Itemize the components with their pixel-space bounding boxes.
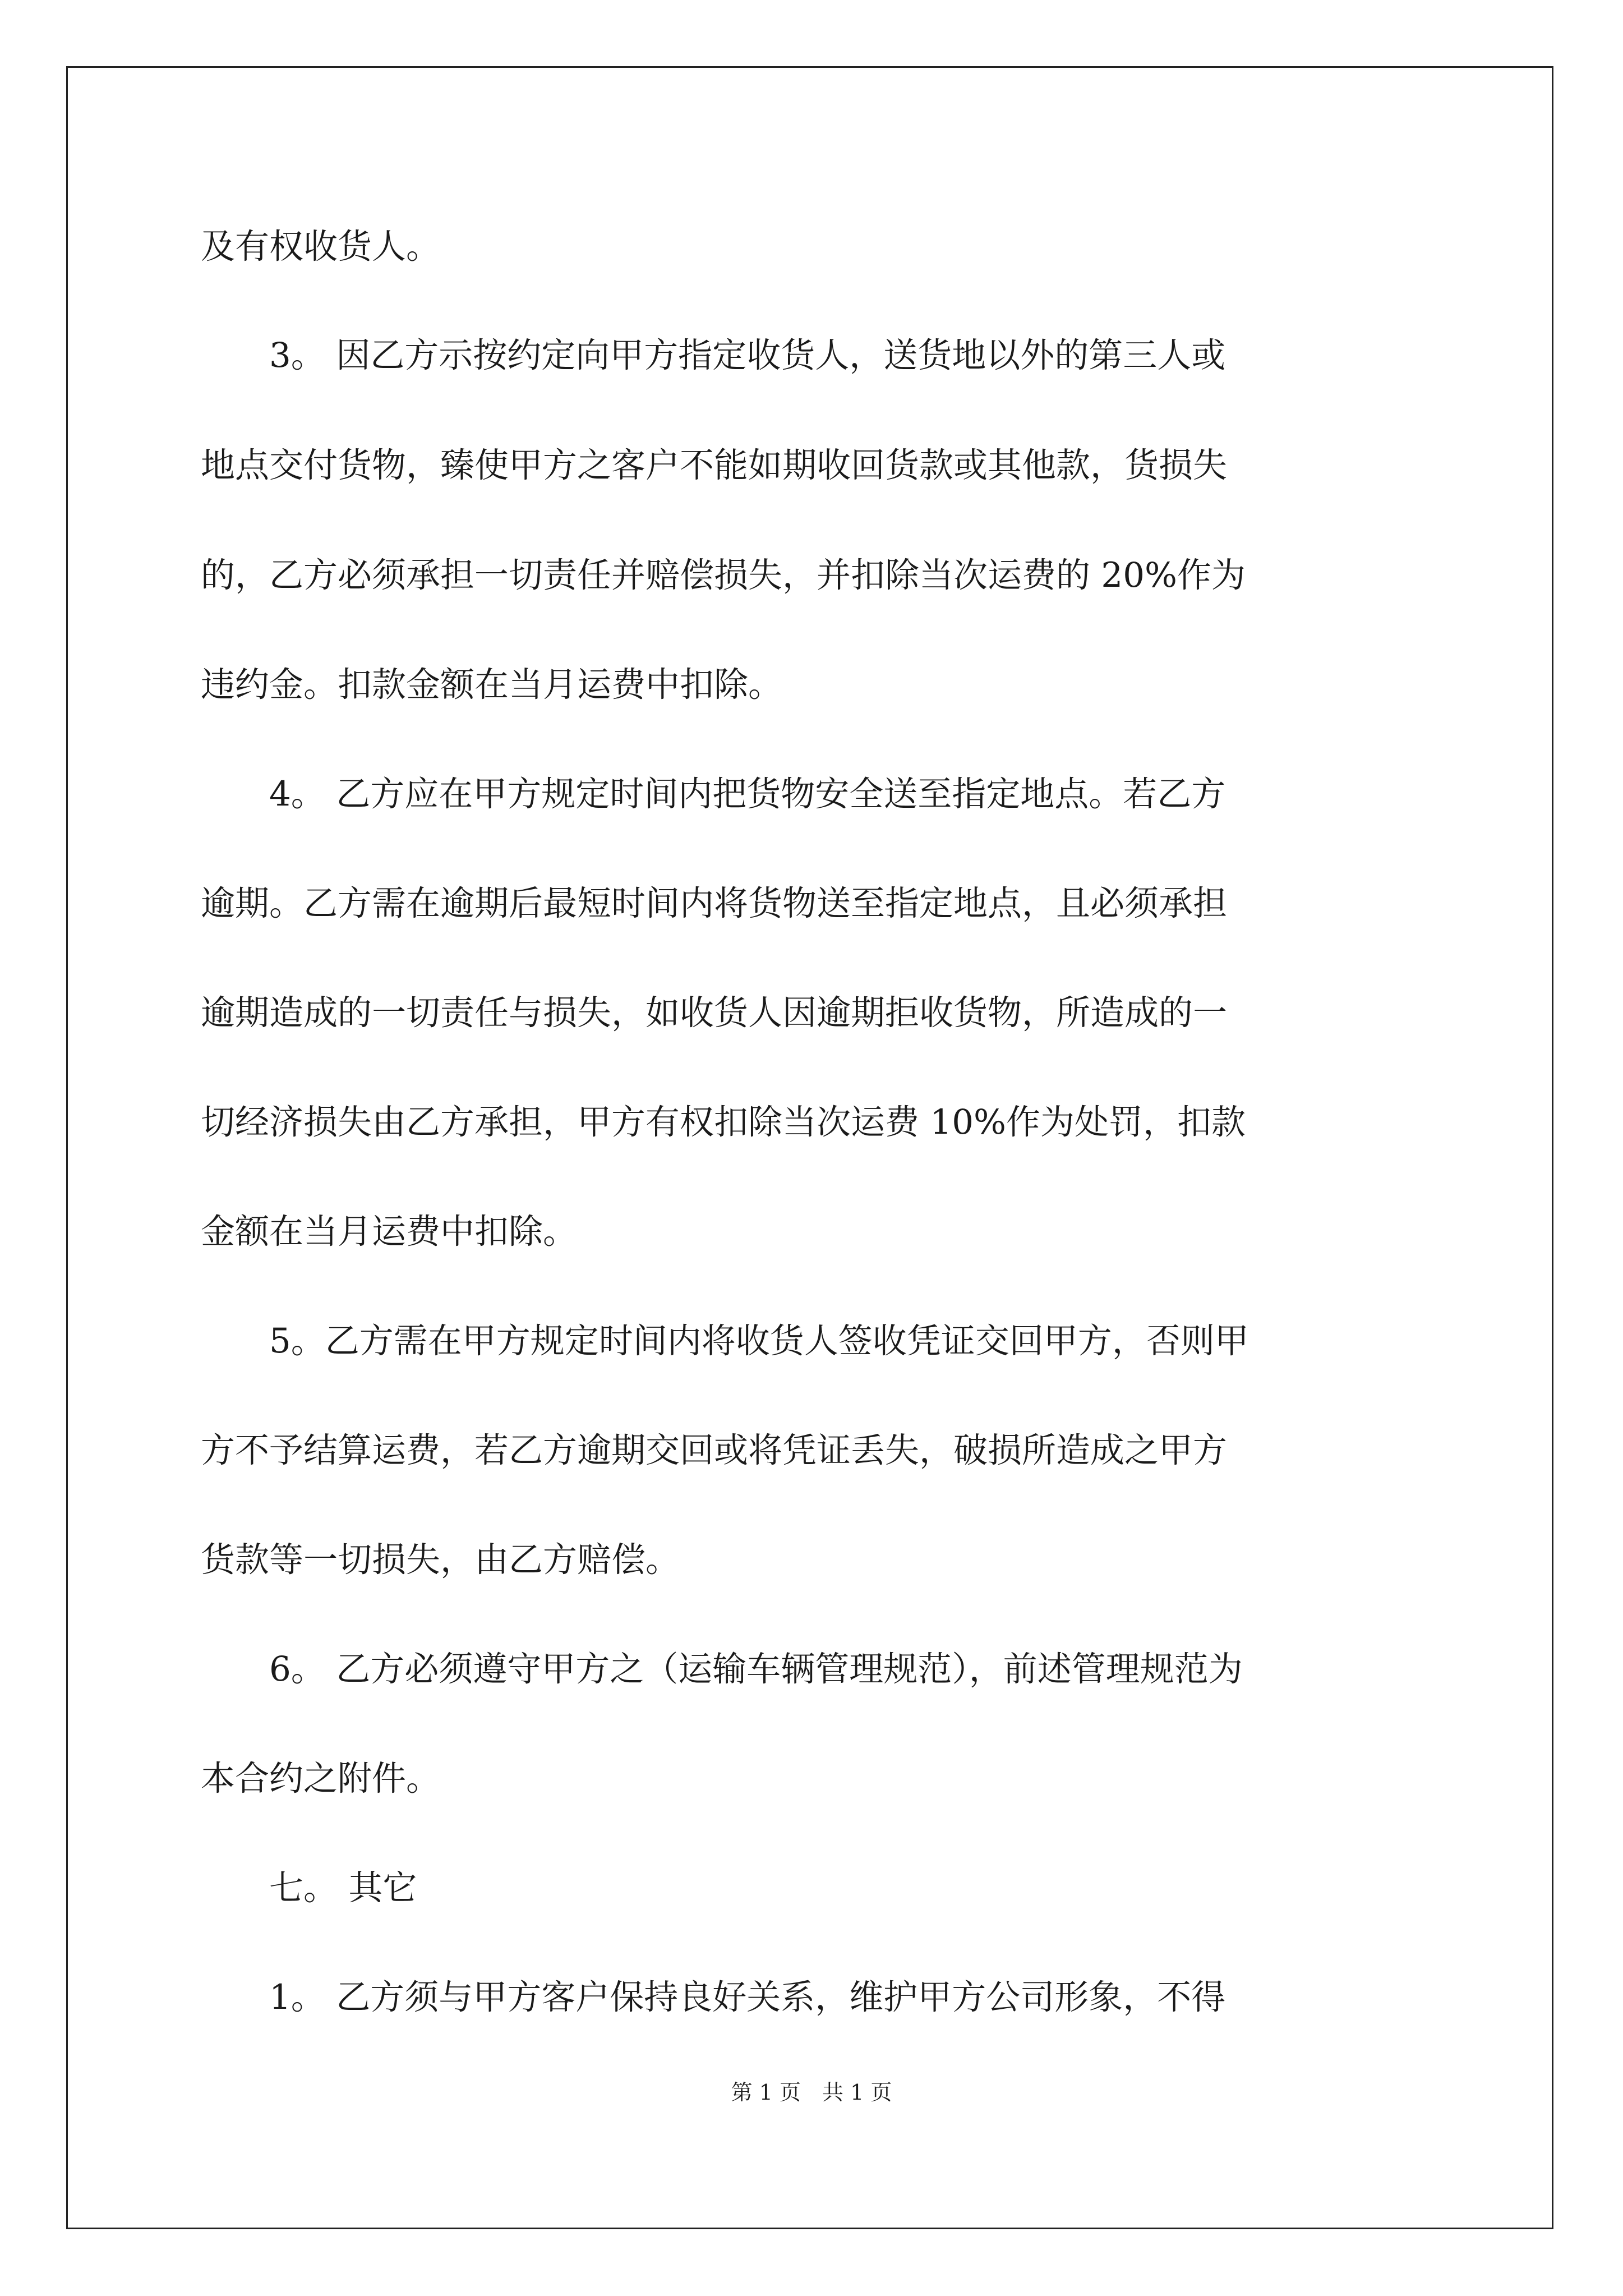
text-line: 及有权收货人。 bbox=[201, 227, 441, 266]
text-line: 4。 乙方应在甲方规定时间内把货物安全送至指定地点。若乙方 bbox=[201, 774, 1226, 814]
text-line: 逾期。乙方需在逾期后最短时间内将货物送至指定地点，且必须承担 bbox=[201, 884, 1228, 923]
text-line: 1。 乙方须与甲方客户保持良好关系，维护甲方公司形象，不得 bbox=[201, 1977, 1226, 2017]
text-line: 5。乙方需在甲方规定时间内将收货人签收凭证交回甲方，否则甲 bbox=[201, 1321, 1249, 1361]
text-line: 的，乙方必须承担一切责任并赔偿损失，并扣除当次运费的 20%作为 bbox=[201, 555, 1246, 595]
text-line: 3。 因乙方示按约定向甲方指定收货人，送货地以外的第三人或 bbox=[201, 335, 1226, 375]
text-line: 货款等一切损失，由乙方赔偿。 bbox=[201, 1540, 680, 1580]
text-line: 逾期造成的一切责任与损失，如收货人因逾期拒收货物，所造成的一 bbox=[201, 993, 1228, 1033]
page-number-footer: 第 1 页 共 1 页 bbox=[731, 2080, 892, 2105]
text-line: 金额在当月运费中扣除。 bbox=[201, 1212, 578, 1251]
text-line: 6。 乙方必须遵守甲方之（运输车辆管理规范），前述管理规范为 bbox=[201, 1649, 1243, 1689]
text-line: 本合约之附件。 bbox=[201, 1759, 441, 1798]
text-line: 方不予结算运费，若乙方逾期交回或将凭证丢失，破损所造成之甲方 bbox=[201, 1430, 1228, 1470]
text-line: 七。 其它 bbox=[201, 1868, 417, 1908]
text-line: 违约金。扣款金额在当月运费中扣除。 bbox=[201, 665, 783, 705]
text-line: 切经济损失由乙方承担，甲方有权扣除当次运费 10%作为处罚，扣款 bbox=[201, 1102, 1246, 1142]
text-line: 地点交付货物，臻使甲方之客户不能如期收回货款或其他款，货损失 bbox=[201, 445, 1228, 485]
